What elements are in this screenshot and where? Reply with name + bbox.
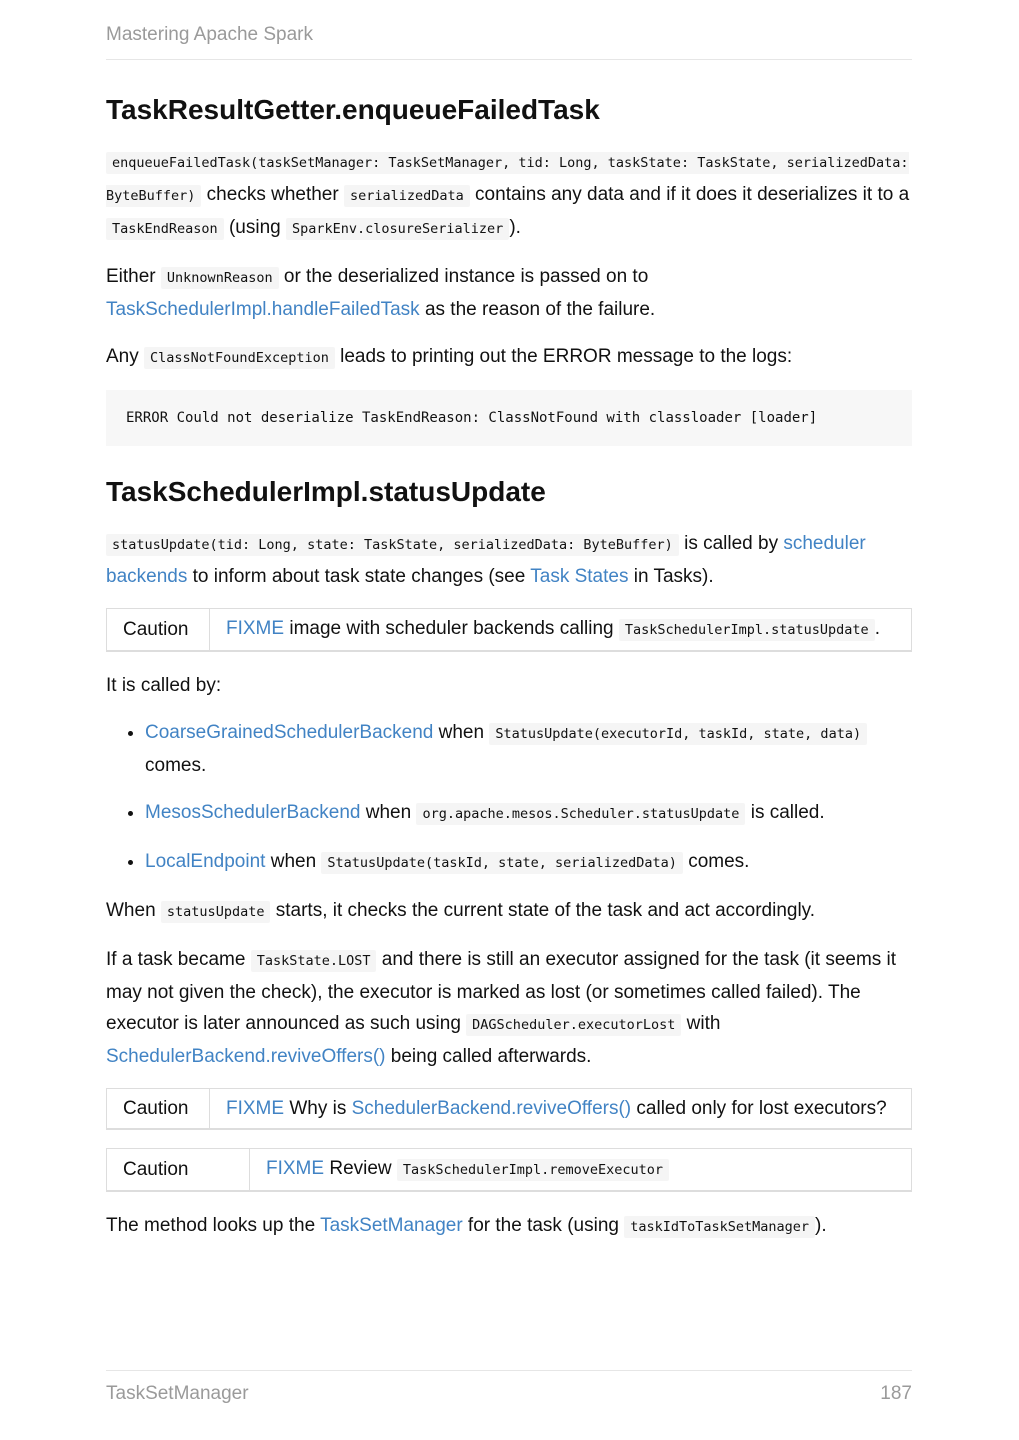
inline-code: statusUpdate(tid: Long, state: TaskState, serializedData: ByteBuffer) — [106, 534, 679, 556]
link[interactable]: SchedulerBackend.reviveOffers() — [351, 1098, 632, 1119]
caller-list — [106, 717, 912, 879]
page-number: 187 — [880, 1383, 912, 1404]
caution-body — [210, 609, 912, 652]
list-item — [145, 717, 912, 781]
inline-code: enqueueFailedTask(taskSetManager: TaskSetManager, tid: Long, taskState: TaskState, serializedData: ByteBuffer) — [106, 152, 909, 207]
paragraph — [106, 944, 912, 1072]
inline-code: serializedData — [344, 185, 470, 207]
inline-code: taskIdToTaskSetManager — [624, 1216, 815, 1238]
text: with — [681, 1013, 721, 1034]
paragraph — [106, 528, 912, 592]
text: is called. — [745, 802, 825, 823]
text: . — [874, 618, 880, 639]
link[interactable]: FIXME — [266, 1158, 325, 1179]
text: starts, it checks the current state of the task and act accordingly. — [270, 900, 816, 921]
text: It is called by: — [106, 675, 222, 696]
text: contains any data and if it does it deserializes it to a — [469, 184, 910, 205]
link[interactable]: scheduler backends — [106, 533, 866, 587]
link[interactable]: FIXME — [226, 618, 285, 639]
text: when — [265, 851, 322, 872]
text: comes. — [145, 755, 207, 776]
caution-body — [210, 1089, 912, 1130]
text: Either — [106, 266, 161, 287]
section-heading: TaskResultGetter.enqueueFailedTask — [106, 94, 600, 125]
caution-label: Caution — [107, 1089, 210, 1130]
page-content — [106, 88, 912, 1259]
inline-code: ClassNotFoundException — [144, 347, 335, 369]
paragraph — [106, 895, 912, 928]
text: to inform about task state changes (see — [187, 566, 531, 587]
link[interactable]: LocalEndpoint — [145, 851, 266, 872]
link[interactable]: FIXME — [226, 1098, 285, 1119]
caution-label: Caution — [107, 609, 210, 652]
inline-code: UnknownReason — [161, 267, 279, 289]
section-heading: TaskSchedulerImpl.statusUpdate — [106, 476, 546, 507]
text: comes. — [682, 851, 750, 872]
text: (using — [223, 217, 286, 238]
inline-code: StatusUpdate(executorId, taskId, state, data) — [489, 723, 867, 745]
code-block: ERROR Could not deserialize TaskEndReason: ClassNotFound with classloader [loader] — [106, 390, 912, 446]
text: when — [360, 802, 417, 823]
text: and there is still an executor assigned for the task (it seems it may not given the check), the executor is marked as lost (or sometimes called failed). The executor is later announced as such using — [106, 949, 897, 1034]
paragraph — [106, 146, 912, 245]
list-item — [145, 846, 912, 879]
link[interactable]: MesosSchedulerBackend — [145, 802, 361, 823]
text: image with scheduler backends calling — [284, 618, 619, 639]
text: leads to printing out the ERROR message to the logs: — [334, 346, 793, 367]
text: ). — [815, 1215, 827, 1236]
footer-section: TaskSetManager — [106, 1383, 249, 1404]
inline-code: StatusUpdate(taskId, state, serializedData) — [321, 852, 683, 874]
text: called only for lost executors? — [631, 1098, 887, 1119]
inline-code: TaskEndReason — [106, 218, 224, 240]
text: for the task (using — [462, 1215, 625, 1236]
inline-code: org.apache.mesos.Scheduler.statusUpdate — [416, 803, 745, 825]
link[interactable]: TaskSchedulerImpl.handleFailedTask — [106, 299, 420, 320]
text: when — [433, 722, 490, 743]
text: Any — [106, 346, 145, 367]
text: checks whether — [201, 184, 344, 205]
link[interactable]: TaskSetManager — [320, 1215, 463, 1236]
paragraph — [106, 1210, 912, 1243]
paragraph — [106, 341, 912, 374]
list-item — [145, 797, 912, 830]
caution-body — [250, 1149, 912, 1192]
text: as the reason of the failure. — [419, 299, 656, 320]
caution-admonition — [106, 1148, 912, 1192]
text: When — [106, 900, 161, 921]
inline-code: TaskSchedulerImpl.removeExecutor — [397, 1159, 669, 1181]
paragraph — [106, 261, 912, 325]
text: Review — [324, 1158, 397, 1179]
caution-label: Caution — [107, 1149, 250, 1192]
inline-code: TaskState.LOST — [251, 950, 377, 972]
text: is called by — [678, 533, 784, 554]
text: ). — [509, 217, 521, 238]
text: The method looks up the — [106, 1215, 321, 1236]
text: or the deserialized instance is passed on to — [278, 266, 649, 287]
inline-code: SparkEnv.closureSerializer — [286, 218, 509, 240]
running-header: Mastering Apache Spark — [106, 24, 912, 60]
link[interactable]: CoarseGrainedSchedulerBackend — [145, 722, 434, 743]
link[interactable]: Task States — [530, 566, 629, 587]
inline-code: TaskSchedulerImpl.statusUpdate — [619, 619, 875, 641]
page-footer — [106, 1370, 912, 1405]
text: being called afterwards. — [385, 1046, 592, 1067]
paragraph — [106, 670, 912, 701]
text: If a task became — [106, 949, 251, 970]
inline-code: DAGScheduler.executorLost — [466, 1014, 681, 1036]
caution-admonition — [106, 1088, 912, 1130]
text: in Tasks). — [628, 566, 714, 587]
inline-code: statusUpdate — [161, 901, 271, 923]
text: Why is — [284, 1098, 352, 1119]
caution-admonition — [106, 608, 912, 652]
link[interactable]: SchedulerBackend.reviveOffers() — [106, 1046, 386, 1067]
